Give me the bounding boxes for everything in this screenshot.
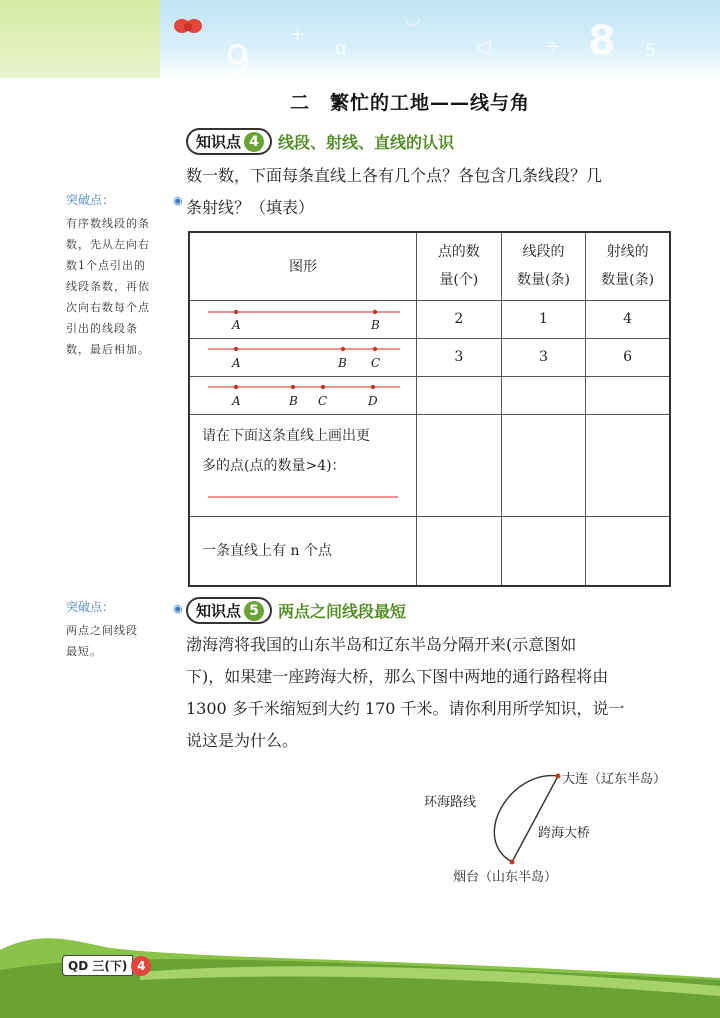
- side-text-line: 有序数线段的条: [66, 217, 150, 230]
- figure-line-abc: [189, 338, 417, 376]
- kp4-header: [186, 128, 454, 155]
- kp5-paragraph: [186, 629, 625, 757]
- dalian-label: 大连（辽东半岛）: [562, 772, 667, 787]
- kp4-question-line1: 数一数，下面每条直线上各有几个点？各包含几条线段？几: [186, 166, 603, 185]
- kp4-number: 4: [244, 132, 264, 152]
- cell-segments[interactable]: [501, 516, 586, 586]
- cell-rays[interactable]: [586, 414, 670, 516]
- draw-instruction-line1: 请在下面这条直线上画出更: [202, 427, 370, 444]
- cell-segments[interactable]: 1: [501, 300, 586, 338]
- side-text-line: 数，先从左向右: [66, 238, 150, 251]
- header-segments: 线段的 数量(条): [501, 232, 586, 300]
- bridge-line: [512, 776, 558, 862]
- kp4-title: 线段、射线、直线的认识: [278, 133, 455, 152]
- point-c: [373, 347, 377, 351]
- point-b: [341, 347, 345, 351]
- decor-plus-icon: +: [290, 24, 306, 45]
- coastal-route-arc: [494, 776, 558, 862]
- cell-segments[interactable]: [501, 414, 586, 516]
- kp5-line: 下)，如果建一座跨海大桥，那么下图中两地的通行路程将由: [186, 667, 609, 686]
- kp5-header: [186, 597, 406, 624]
- decor-smile-icon: ◡: [405, 8, 421, 29]
- label-b: B: [371, 318, 380, 332]
- label-a: A: [232, 394, 241, 408]
- cell-rays[interactable]: [586, 516, 670, 586]
- table-row-draw: [189, 414, 670, 516]
- chapter-title: 二 繁忙的工地——线与角: [290, 92, 531, 114]
- cell-rays[interactable]: 6: [586, 338, 670, 376]
- figure-line-ab: [189, 300, 417, 338]
- cell-rays[interactable]: 4: [586, 300, 670, 338]
- kp5-line: 说这是为什么。: [186, 731, 299, 750]
- cell-points[interactable]: 3: [417, 338, 502, 376]
- header-figure: 图形: [189, 232, 417, 300]
- side-text-line: 最短。: [66, 645, 102, 658]
- point-a: [234, 310, 238, 314]
- table-header-row: [189, 232, 670, 300]
- label-d: D: [368, 394, 378, 408]
- side-text-line: 两点之间线段: [66, 624, 138, 637]
- cell-segments[interactable]: 3: [501, 338, 586, 376]
- kp5-title: 两点之间线段最短: [278, 602, 407, 621]
- kp4-badge: 知识点 4: [186, 128, 272, 155]
- side-text-line: 次向右数每个点: [66, 301, 150, 314]
- bow-icon: [173, 14, 203, 40]
- draw-instruction-line2: 多的点(点的数量>4)：: [202, 457, 346, 474]
- coastal-route-label: 环海路线: [424, 795, 477, 810]
- kp5-line: 1300 多千米缩短到大约 170 千米。请你利用所学知识，说一: [186, 699, 625, 718]
- figure-line-abcd: [189, 376, 417, 414]
- kp5-badge: 知识点 5: [186, 597, 272, 624]
- decor-eight-icon: 8: [588, 18, 616, 64]
- label-c: C: [371, 356, 381, 370]
- cell-points[interactable]: [417, 414, 502, 516]
- kp5-side-heading: 突破点：: [66, 600, 115, 614]
- kp4-side-text: [66, 213, 150, 360]
- page-badge: [62, 955, 151, 976]
- decor-triangle-icon: ◁: [475, 34, 491, 58]
- kp4-side-heading: 突破点：: [66, 193, 115, 207]
- draw-line[interactable]: [202, 487, 402, 507]
- header-rays: 射线的 数量(条): [586, 232, 670, 300]
- edition-label: QD 三(下): [62, 955, 133, 976]
- cell-points[interactable]: [417, 376, 502, 414]
- table-row: [189, 338, 670, 376]
- decor-five-icon: 5: [645, 40, 657, 61]
- page-number: 4: [131, 956, 151, 976]
- point-c: [321, 385, 325, 389]
- kp4-question-line2: 条射线？（填表）: [186, 198, 315, 217]
- decor-nine-icon: 9: [225, 38, 251, 84]
- bridge-label: 跨海大桥: [538, 826, 591, 841]
- table-row: [189, 376, 670, 414]
- label-a: A: [232, 318, 241, 332]
- point-b: [291, 385, 295, 389]
- target-icon: ◉: [173, 602, 183, 615]
- cell-points[interactable]: [417, 516, 502, 586]
- decor-q-icon: q: [335, 38, 347, 59]
- yantai-point: [510, 860, 515, 865]
- cell-segments[interactable]: [501, 376, 586, 414]
- header-points: 点的数 量(个): [417, 232, 502, 300]
- side-text-line: 线段条数，再依: [66, 280, 150, 293]
- decor-divide-icon: ÷: [545, 36, 561, 57]
- dalian-point: [556, 774, 561, 779]
- target-icon: ◉: [173, 194, 183, 207]
- point-d: [371, 385, 375, 389]
- side-text-line: 数，最后相加。: [66, 343, 150, 356]
- yantai-label: 烟台（山东半岛）: [453, 870, 558, 885]
- point-a: [234, 347, 238, 351]
- kp5-number: 5: [244, 601, 264, 621]
- draw-instruction-cell[interactable]: [189, 414, 417, 516]
- label-c: C: [318, 394, 328, 408]
- table-row: [189, 300, 670, 338]
- n-points-cell: 一条直线上有 n 个点: [189, 516, 417, 586]
- points-table: [188, 231, 671, 587]
- point-a: [234, 385, 238, 389]
- table-row-n: [189, 516, 670, 586]
- kp5-side-text: [66, 620, 138, 662]
- kp5-line: 渤海湾将我国的山东半岛和辽东半岛分隔开来(示意图如: [186, 635, 577, 654]
- label-a: A: [232, 356, 241, 370]
- side-text-line: 数1个点引出的: [66, 259, 146, 272]
- point-b: [373, 310, 377, 314]
- label-b: B: [338, 356, 347, 370]
- header-green-block: [0, 0, 160, 78]
- label-b: B: [289, 394, 298, 408]
- side-text-line: 引出的线段条: [66, 322, 138, 335]
- cell-points[interactable]: 2: [417, 300, 502, 338]
- cell-rays[interactable]: [586, 376, 670, 414]
